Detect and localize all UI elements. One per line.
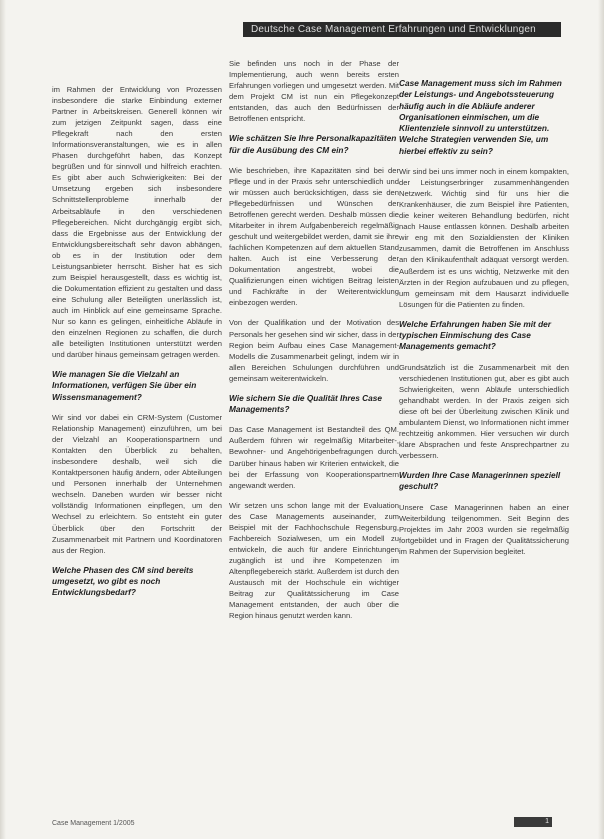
body-paragraph: Sie befinden uns noch in der Phase der Implementierung, auch wenn bereits ersten Erfahrungen vorliegen und umgesetzt werden. Mit dem Projekt CM ist nun ein Pflegekonzept entstanden, das auch den Bedürfnissen der Betroffenen entspricht. [229, 59, 399, 124]
interview-question: Wie sichern Sie die Qualität Ihres Case Managements? [229, 392, 383, 415]
interview-question: Wie managen Sie die Vielzahl an Informationen, verfügen Sie über ein Wissensmanagement? [52, 369, 197, 402]
interview-question: Case Management muss sich im Rahmen der Leistungs- und Angebotssteuerung häufig auch in die Abläufe anderer Organisationen einmischen, um die Klientenziele sinnvoll zu unterstützen. Welche Strategien verwenden Sie, um hierbei effektiv zu sein? [399, 78, 562, 156]
body-paragraph: Unsere Case Managerinnen haben an einer Weiterbildung teilgenommen. Seit Beginn des Projektes im Jahr 2003 wurden sie regelmäßig fortgebildet und in Fragen der Qualitätssicherung im Rahmen der Supervision begleitet. [399, 502, 569, 556]
interview-question: Welche Erfahrungen haben Sie mit der typischen Einmischung des Case Managements gemacht? [399, 318, 551, 352]
body-paragraph: Grundsätzlich ist die Zusammenarbeit mit den verschiedenen Institutionen gut, aber es gibt auch Schwierigkeiten, wenn Abläufe unterschiedlich gehandhabt werden. In der Praxis zeigen sich diese oft bei der Überleitung zwischen Klinik und ambulantem Dienst, wo Informationen nicht immer rechtzeitig ankommen. Hier versuchen wir durch klare Absprachen und feste Ansprechpartner zu verbessern. [399, 362, 569, 460]
scan-edge-left [0, 0, 6, 839]
scan-edge-right [598, 0, 604, 839]
text-column-3 [399, 76, 569, 766]
body-paragraph: Wir sind vor dabei ein CRM-System (Customer Relationship Management) einzuführen, um bei der Vielzahl an Kooperationspartnern und Kontakten den Überblick zu behalten, insbesondere deshalb, weil sich die Kontaktpersonen häufig ändern, oder Abteilungen und Personen innerhalb der Unternehmen wechseln. Daneben wurden wir besser nicht vollständig Informationen einpflegen, um den Wechsel zu erleichtern. So entsteht ein guter Überblick über den Fortschritt der Zusammenarbeit mit Partnern und Koordinatoren aus der Region. [52, 413, 222, 555]
text-column-2 [229, 58, 399, 748]
body-paragraph: Wir setzen uns schon lange mit der Evaluation des Case Managements auseinander, zum Beispiel mit der Fachhochschule Regensburg, Fachbereich Sozialwesen, um ein Modell zu entwickeln, die auch für andere Einrichtungen zugänglich ist und ihre Kompetenzen im Altenpflegebereich stärkt. Außerdem ist durch den Austausch mit der Hochschule ein wichtiger Beitrag zur Qualitätssicherung im Case Management entstanden, der auch über die Region hinaus genutzt werden kann. [229, 500, 399, 621]
page-number-block: 1 [514, 817, 552, 827]
text-column-1 [52, 84, 222, 774]
section-header-bar: Deutsche Case Management Erfahrungen und Entwicklungen [243, 22, 561, 37]
body-paragraph: Das Case Management ist Bestandteil des QM. Außerdem führen wir regelmäßig Mitarbeiter-, Bewohner- und Angehörigenbefragungen durch. Darüber hinaus haben wir Kriterien entwickelt, die bei der Erfassung von Kooperationspartnern angewandt werden. [229, 425, 399, 490]
footer-publication: Case Management 1/2005 [52, 820, 135, 827]
interview-question: Welche Phasen des CM sind bereits umgesetzt, wo gibt es noch Entwicklungsbedarf? [52, 564, 194, 598]
body-paragraph: im Rahmen der Entwicklung von Prozessen insbesondere die starke Einbindung externer Partner in Arbeitskreisen. Generell können wir zum jetzigen Zeitpunkt sagen, dass eine Pflegekraft nach den ersten Informationsveranstaltungen, wie es in allen Phasen durchgeführt haben, das Konzept begrüßen und für sinnvoll und hilfreich erachten. Es gibt aber auch Schwierigkeiten: Bei der Umsetzung ergeben sich insbesondere Schnittstellenprobleme innerhalb der Arbeitsabläufe in den verschiedenen Pflegebereichen. Nicht durchgängig ergibt sich, dass die Ergebnisse aus der Entwicklung der Entwicklungsbereitschaft sehr davon abhängen, ob es in der Institution oder dem Leistungsanbieter herrscht. Bisher hat es sich zum Beispiel herausgestellt, dass es wichtig ist, die Dokumentation effizient zu gestalten und dass eine Schulung aller Beteiligten unerlässlich ist, auch im Hinblick auf eine gemeinsame Sprache. Nur so kann es gelingen, einheitliche Abläufe in den einzelnen Regionen zu schaffen, die durch alle beteiligten Institutionen unterstützt werden und darüber hinaus gemeinsam getragen werden. [52, 85, 222, 360]
body-paragraph: Wir sind bei uns immer noch in einem kompakten, der Leistungserbringer zusammenhängenden Netzwerk. Wichtig sind für uns hier die Krankenhäuser, die zum Beispiel ihre Patienten, die keiner weiteren Behandlung bedürfen, nicht nach Hause entlassen können. Deshalb arbeiten wir eng mit den Sozialdiensten der Kliniken zusammen, damit die Betroffenen im Anschluss an den Klinikaufenthalt adäquat versorgt werden. Außerdem ist es uns wichtig, Netzwerke mit den Ärzten in der Region aufzubauen und zu pflegen, um gemeinsam mit dem Hausarzt individuelle Lösungen für die Patienten zu finden. [399, 167, 569, 309]
interview-question: Wie schätzen Sie Ihre Personalkapazitäten für die Ausübung des CM ein? [229, 133, 397, 155]
body-paragraph: Von der Qualifikation und der Motivation des Personals her gesehen sind wir sicher, dass in der Region beim Aufbau eines Case Management-Modells die Zusammenarbeit gelingt, indem wir in allen Bereichen Schulungen durchführen und gemeinsam weiterentwickeln. [229, 318, 399, 383]
interview-question: Wurden Ihre Case Managerinnen speziell geschult? [399, 470, 561, 492]
body-paragraph: Wie beschrieben, ihre Kapazitäten sind bei der Pflege und in der Praxis sehr unterschiedlich und wir müssen auch berücksichtigen, dass sie den Pflegebedürfnissen und Wünschen der Betroffenen gerecht werden. Deshalb müssen die Mitarbeiter in ihrem Aufgabenbereich regelmäßig geschult und weitergebildet werden, damit sie ihre fachlichen Kompetenzen auf dem aktuellen Stand halten. Auch ist eine Verbesserung der Dokumentation angestrebt, wobei die Qualifizierungen einen wichtigen Beitrag leisten und Fachkräfte in der Weiterentwicklung einbezogen werden. [229, 165, 399, 308]
